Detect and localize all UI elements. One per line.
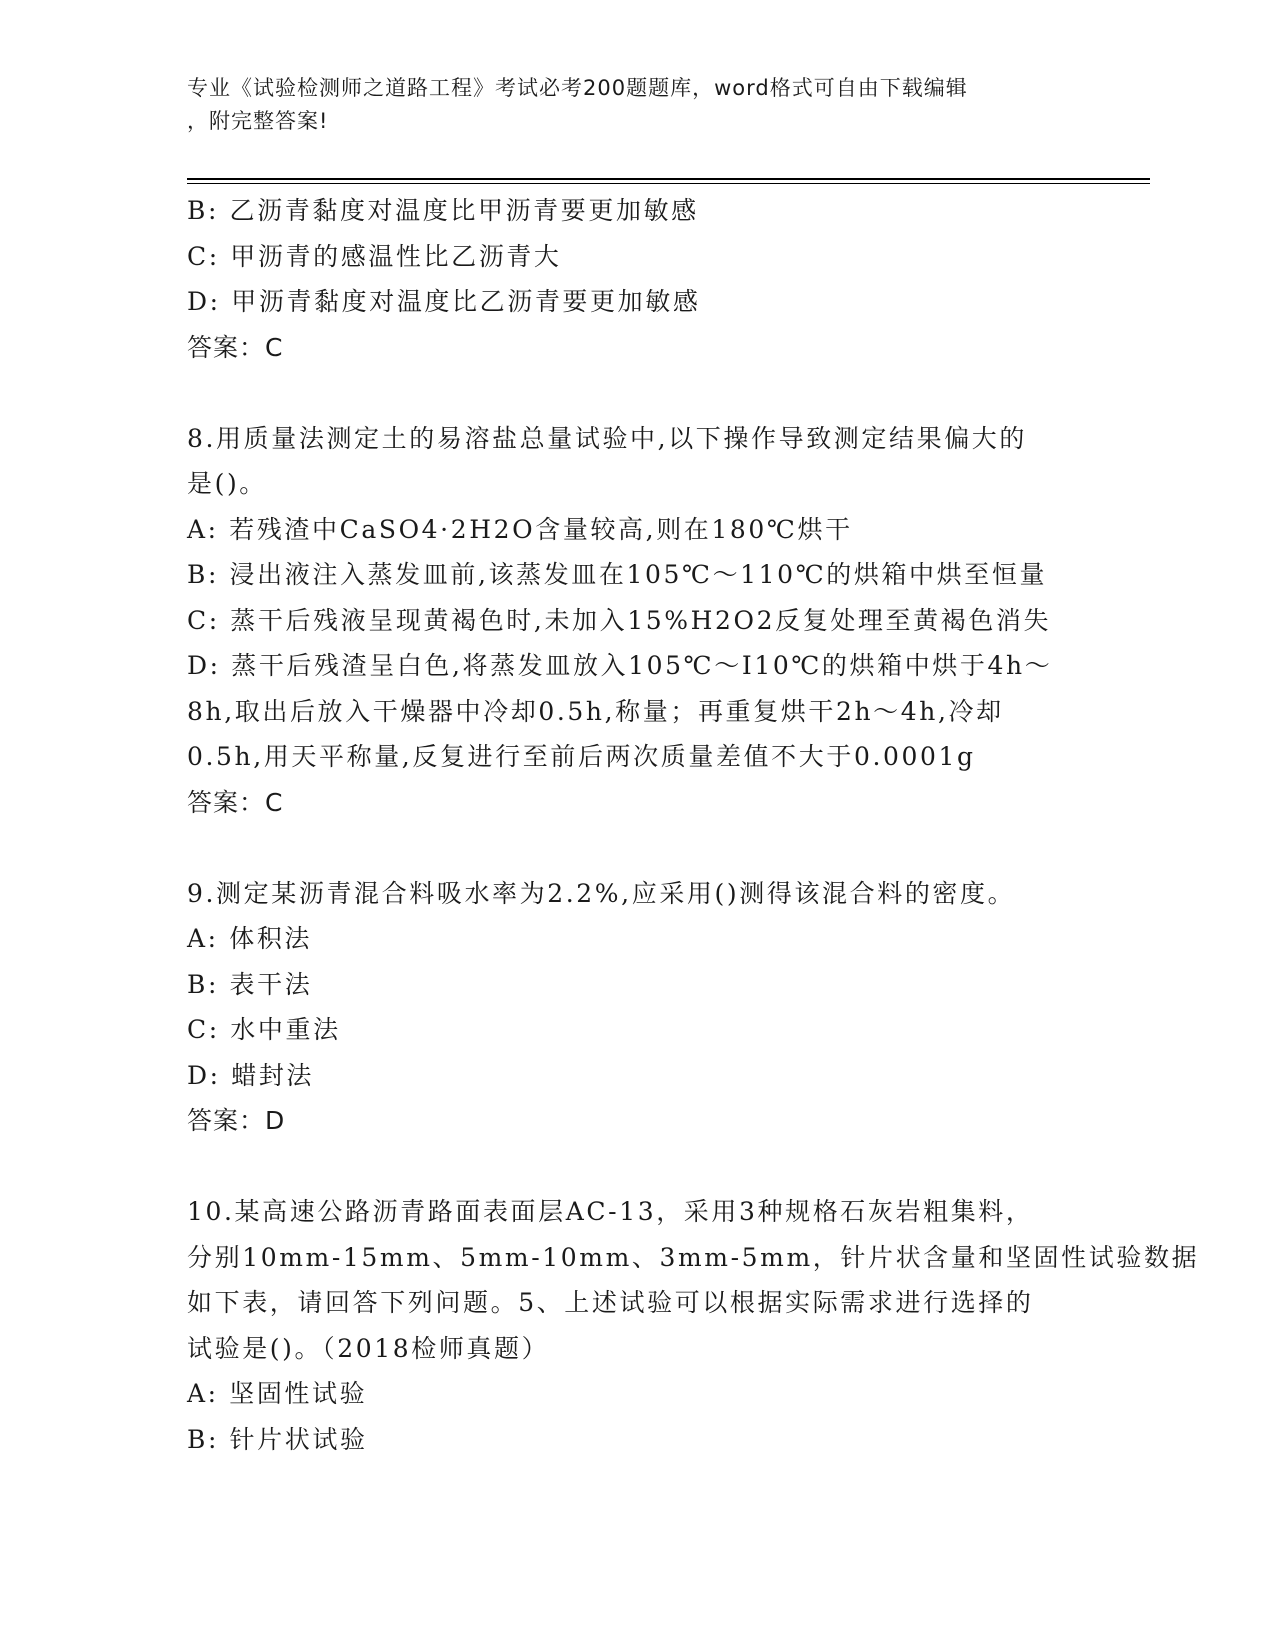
question-10-option-a: A: 坚固性试验 [187,1379,368,1408]
question-10-stem-line-1: 10.某高速公路沥青路面表面层AC-13，采用3种规格石灰岩粗集料， [187,1197,1034,1226]
question-10-stem-line-3: 如下表，请回答下列问题。5、上述试验可以根据实际需求进行选择的 [187,1288,1034,1317]
question-8-option-c: C: 蒸干后残液呈现黄褐色时,未加入15%H2O2反复处理至黄褐色消失 [187,605,1052,635]
question-8-option-d-line-3: 0.5h,用天平称量,反复进行至前后两次质量差值不大于0.0001g [187,742,976,771]
document-body [187,188,1200,1462]
spacer [187,825,1087,871]
question-7-option-b: B: 乙沥青黏度对温度比甲沥青要更加敏感 [187,196,699,225]
question-10-stem-line-2: 分别10mm-15mm、5mm-10mm、3mm-5mm，针片状含量和坚固性试验数据 [187,1242,1200,1272]
question-8-stem-line-1: 8.用质量法测定土的易溶盐总量试验中,以下操作导致测定结果偏大的 [187,423,1028,453]
question-8-option-a: A: 若残渣中CaSO4·2H2O含量较高,则在180℃烘干 [187,514,853,544]
question-7-block [187,188,1087,370]
question-8-option-d-line-2: 8h,取出后放入干燥器中冷却0.5h,称量；再重复烘干2h～4h,冷却 [187,696,1004,726]
header-divider-thick [187,178,1150,180]
question-8-block [187,416,1087,826]
question-7-option-d: D: 甲沥青黏度对温度比乙沥青要更加敏感 [187,287,701,316]
document-header [187,72,1067,138]
question-9-block [187,871,1087,1144]
question-8-answer: 答案：C [187,787,284,817]
question-7-option-c: C: 甲沥青的感温性比乙沥青大 [187,241,562,271]
question-8-option-d-line-1: D: 蒸干后残渣呈白色,将蒸发皿放入105℃～I10℃的烘箱中烘于4h～ [187,651,1053,680]
question-8-option-b: B: 浸出液注入蒸发皿前,该蒸发皿在105℃～110℃的烘箱中烘至恒量 [187,560,1048,589]
question-9-option-b: B: 表干法 [187,969,313,999]
question-10-option-b: B: 针片状试验 [187,1424,368,1454]
question-9-option-d: D: 蜡封法 [187,1060,315,1090]
header-divider-thin [187,183,1150,184]
question-9-answer: 答案：D [187,1106,286,1135]
question-9-option-a: A: 体积法 [187,924,313,953]
question-9-option-c: C: 水中重法 [187,1015,341,1044]
spacer [187,1144,1087,1190]
question-9-stem: 9.测定某沥青混合料吸水率为2.2%,应采用()测得该混合料的密度。 [187,878,1016,908]
question-7-answer: 答案：C [187,332,284,362]
question-10-block [187,1189,1200,1462]
question-8-stem-line-2: 是()。 [187,469,267,498]
question-10-stem-line-4: 试验是()。（2018检师真题） [187,1333,550,1363]
header-line-2: ，附完整答案! [187,109,329,133]
spacer [187,370,1087,416]
header-line-1: 专业《试验检测师之道路工程》考试必考200题题库，word格式可自由下载编辑 [187,76,968,100]
